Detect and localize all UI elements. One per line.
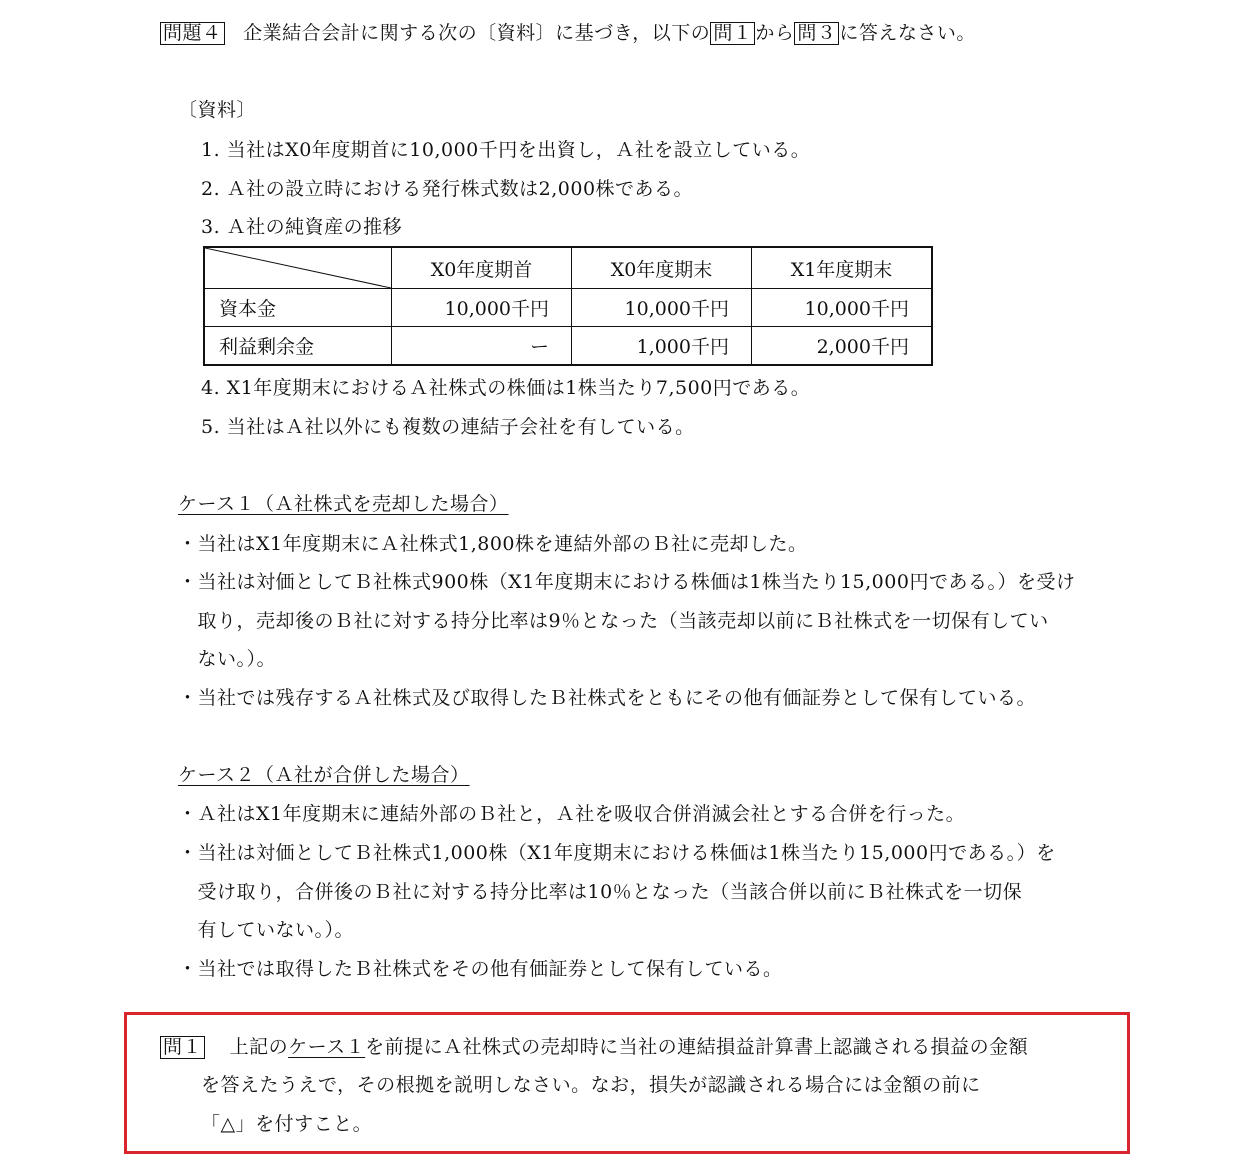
table-header: X1年度期末 (752, 247, 933, 289)
case2-line: ・当社では取得したＢ社株式をその他有価証券として保有している。 (178, 958, 783, 980)
case1-line: ・当社はX1年度期末にＡ社株式1,800株を連結外部のＢ社に売却した。 (178, 533, 808, 555)
question1-case-ref: ケース１ (288, 1036, 366, 1058)
table-cell: 10,000千円 (572, 289, 752, 327)
material-item-3: 3. Ａ社の純資産の推移 (201, 216, 403, 238)
case2-line: 有していない。）。 (178, 919, 355, 941)
table-row (204, 289, 932, 327)
case1-line: ・当社は対価としてＢ社株式900株（X1年度期末における株価は1株当たり15,000円である。）を受け (178, 571, 1076, 593)
problem-header (160, 21, 976, 45)
table-cell: 1,000千円 (572, 327, 752, 366)
material-item-2: 2. Ａ社の設立時における発行株式数は2,000株である。 (201, 178, 694, 200)
table-header: X0年度期首 (392, 247, 572, 289)
row-label: 利益剰余金 (204, 327, 392, 366)
table-corner-cell (204, 247, 392, 289)
case1-line: 取り，売却後のＢ社に対する持分比率は9％となった（当該売却以前にＢ社株式を一切保有してい (178, 610, 1049, 632)
header-text-kara: から (755, 22, 795, 44)
material-item-4: 4. X1年度期末におけるＡ社株式の株価は1株当たり7,500円である。 (201, 377, 811, 399)
table-row (204, 327, 932, 366)
case1-title: ケース１（Ａ社株式を売却した場合） (178, 493, 509, 515)
case2-line: 受け取り，合併後のＢ社に対する持分比率は10％となった（当該合併以前にＢ社株式を一切保 (178, 881, 1023, 903)
case2-line: ・Ａ社はX1年度期末に連結外部のＢ社と，Ａ社を吸収合併消滅会社とする合併を行った。 (178, 803, 966, 825)
question3-ref: 問３ (794, 22, 839, 45)
materials-title: 〔資料〕 (178, 99, 257, 121)
question1-ref: 問１ (710, 22, 755, 45)
header-text-end: に答えなさい。 (839, 22, 976, 44)
case2-line: ・当社は対価としてＢ社株式1,000株（X1年度期末における株価は1株当たり15,000円である。）を (178, 842, 1056, 864)
question1-text: を前提にＡ社株式の売却時に当社の連結損益計算書上認識される損益の金額 (365, 1036, 1029, 1058)
net-assets-table (203, 246, 933, 366)
case1-line: ない。）。 (178, 648, 277, 670)
question1-pre: 上記の (229, 1036, 289, 1058)
table-cell: 10,000千円 (392, 289, 572, 327)
problem-number: 問題４ (160, 22, 225, 45)
question1-line2: を答えたうえで，その根拠を説明しなさい。なお，損失が認識される場合には金額の前に (201, 1074, 981, 1096)
table-cell: 2,000千円 (752, 327, 933, 366)
table-cell: ー (392, 327, 572, 366)
case1-line: ・当社では残存するＡ社株式及び取得したＢ社株式をともにその他有価証券として保有している。 (178, 687, 1037, 709)
material-item-5: 5. 当社はＡ社以外にも複数の連結子会社を有している。 (201, 416, 695, 438)
question1-line3: 「△」を付すこと。 (201, 1113, 373, 1135)
diagonal-line (205, 248, 391, 288)
material-item-1: 1. 当社はX0年度期首に10,000千円を出資し，Ａ社を設立している。 (201, 139, 811, 161)
header-text: 企業結合会計に関する次の〔資料〕に基づき，以下の (243, 22, 711, 44)
question1-line1 (160, 1035, 1028, 1059)
case2-title: ケース２（Ａ社が合併した場合） (178, 764, 470, 786)
question1-label: 問１ (160, 1036, 205, 1059)
table-cell: 10,000千円 (752, 289, 933, 327)
table-header: X0年度期末 (572, 247, 752, 289)
row-label: 資本金 (204, 289, 392, 327)
table-header-row (204, 247, 932, 289)
